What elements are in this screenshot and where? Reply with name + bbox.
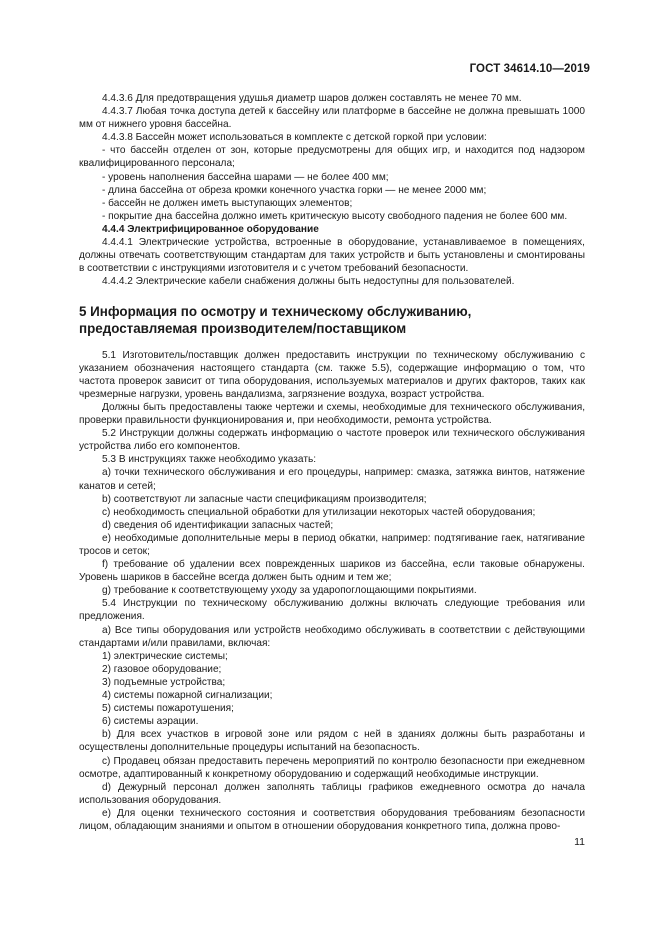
list-item: g) требование к соответствующему уходу за ударопоглощающими покрытиями. [102,585,477,597]
paragraph: 4.4.4.2 Электрические кабели снабжения должны быть недоступны для пользователей. [102,276,515,288]
list-item: b) Для всех участков в игровой зоне или рядом с ней в зданиях должны быть разработаны и осуществлены дополнительные процедуры испытаний на безопасность. [79,729,585,754]
list-item: e) Для оценки технического состояния и соответствия оборудования требованиям безопасности лицом, обладающим знаниями и опытом в отношении оборудования конкретного типа, должна прово- [79,807,585,832]
paragraph: 5.3 В инструкциях также необходимо указать: [102,454,317,466]
paragraph: 4.4.3.6 Для предотвращения удушья диаметр шаров должен составлять не менее 70 мм. [102,93,522,104]
section-heading-line: предоставляемая производителем/поставщиком [79,321,407,336]
list-item: d) Дежурный персонал должен заполнять таблицы графиков ежедневного осмотра до начала использования оборудования. [79,781,585,806]
document-header: ГОСТ 34614.10—2019 [469,63,590,75]
list-item: d) сведения об идентификации запасных частей; [102,519,334,531]
paragraph: 5.1 Изготовитель/поставщик должен предоставить инструкции по техническому обслуживанию с указанием обозначения настоящего стандарта (см. также 5.5), содержащие информацию о том, что частота проверок зависит от типа оборудования, используемых материалов и других факторов, таких как чрезмерные нагрузки, уровень вандализма, загрязнение воздуха, возраст устройства. [79,349,585,400]
list-item: - что бассейн отделен от зон, которые предусмотрены для общих игр, и находится под надзором квалифицированного персонала; [79,145,585,170]
list-item: c) необходимость специальной обработки для утилизации некоторых частей оборудования; [102,506,536,518]
paragraph: 4.4.4.1 Электрические устройства, встроенные в оборудование, устанавливаемое в помещениях, должны отвечать соответствующим стандартам для таких устройств и быть установлены и смонтированы в соответствии с инструкциями изготовителя и с учетом требований безопасности. [79,237,585,275]
list-item: c) Продавец обязан предоставить перечень мероприятий по контролю безопасности при ежедневном осмотре, адаптированный к конкретному оборудованию и содержащий необходимые инструкции. [79,755,585,780]
list-item: e) необходимые дополнительные меры в период обкатки, например: подтягивание гаек, натягивание тросов и сеток; [79,532,585,557]
list-item: 5) системы пожаротушения; [102,703,234,715]
list-item: - длина бассейна от обреза кромки конечного участка горки — не менее 2000 мм; [102,184,487,196]
paragraph: Должны быть предоставлены также чертежи и схемы, необходимые для технического обслуживания, проверки правильности функционирования и, при необходимости, ремонта устройства. [79,401,585,427]
paragraph: 4.4.3.7 Любая точка доступа детей к бассейну или платформе в бассейне не должна превышать 1000 мм от нижнего уровня бассейна. [79,106,585,131]
list-item: 1) электрические системы; [102,650,228,662]
paragraph: 4.4.3.8 Бассейн может использоваться в комплекте с детской горкой при условии: [102,132,487,144]
paragraph: 5.2 Инструкции должны содержать информацию о частоте проверок или технического обслуживания устройства либо его компонентов. [79,428,585,453]
list-item: a) точки технического обслуживания и его процедуры, например: смазка, затяжка винтов, натяжение канатов и сетей; [79,467,585,492]
list-item: 4) системы пожарной сигнализации; [102,690,273,702]
list-item: - бассейн не должен иметь выступающих элементов; [102,197,353,209]
paragraph: 5.4 Инструкции по техническому обслуживанию должны включать следующие требования или предложения. [79,598,585,623]
list-item: 3) подъемные устройства; [102,676,226,688]
section-heading-line: 5 Информация по осмотру и техническому обслуживанию, [79,304,472,320]
list-item: 2) газовое оборудование; [102,663,222,675]
list-item: - уровень наполнения бассейна шарами — не более 400 мм; [102,171,389,183]
page-number: 11 [574,836,585,848]
list-item: - покрытие дна бассейна должно иметь критическую высоту свободного падения не более 600 мм. [102,210,568,222]
list-item: a) Все типы оборудования или устройств необходимо обслуживать в соответствии с действующими стандартами и/или правилами, включая: [79,624,585,649]
document-body [79,92,585,833]
list-item: 6) системы аэрации. [102,716,199,728]
list-item: b) соответствуют ли запасные части спецификациям производителя; [102,493,427,505]
subsection-heading: 4.4.4 Электрифицированное оборудование [102,223,319,235]
list-item: f) требование об удалении всех поврежденных шариков из бассейна, если таковые обнаружены. Уровень шариков в бассейне всегда должен быть одним и тем же; [79,559,585,584]
section-heading [79,304,585,337]
